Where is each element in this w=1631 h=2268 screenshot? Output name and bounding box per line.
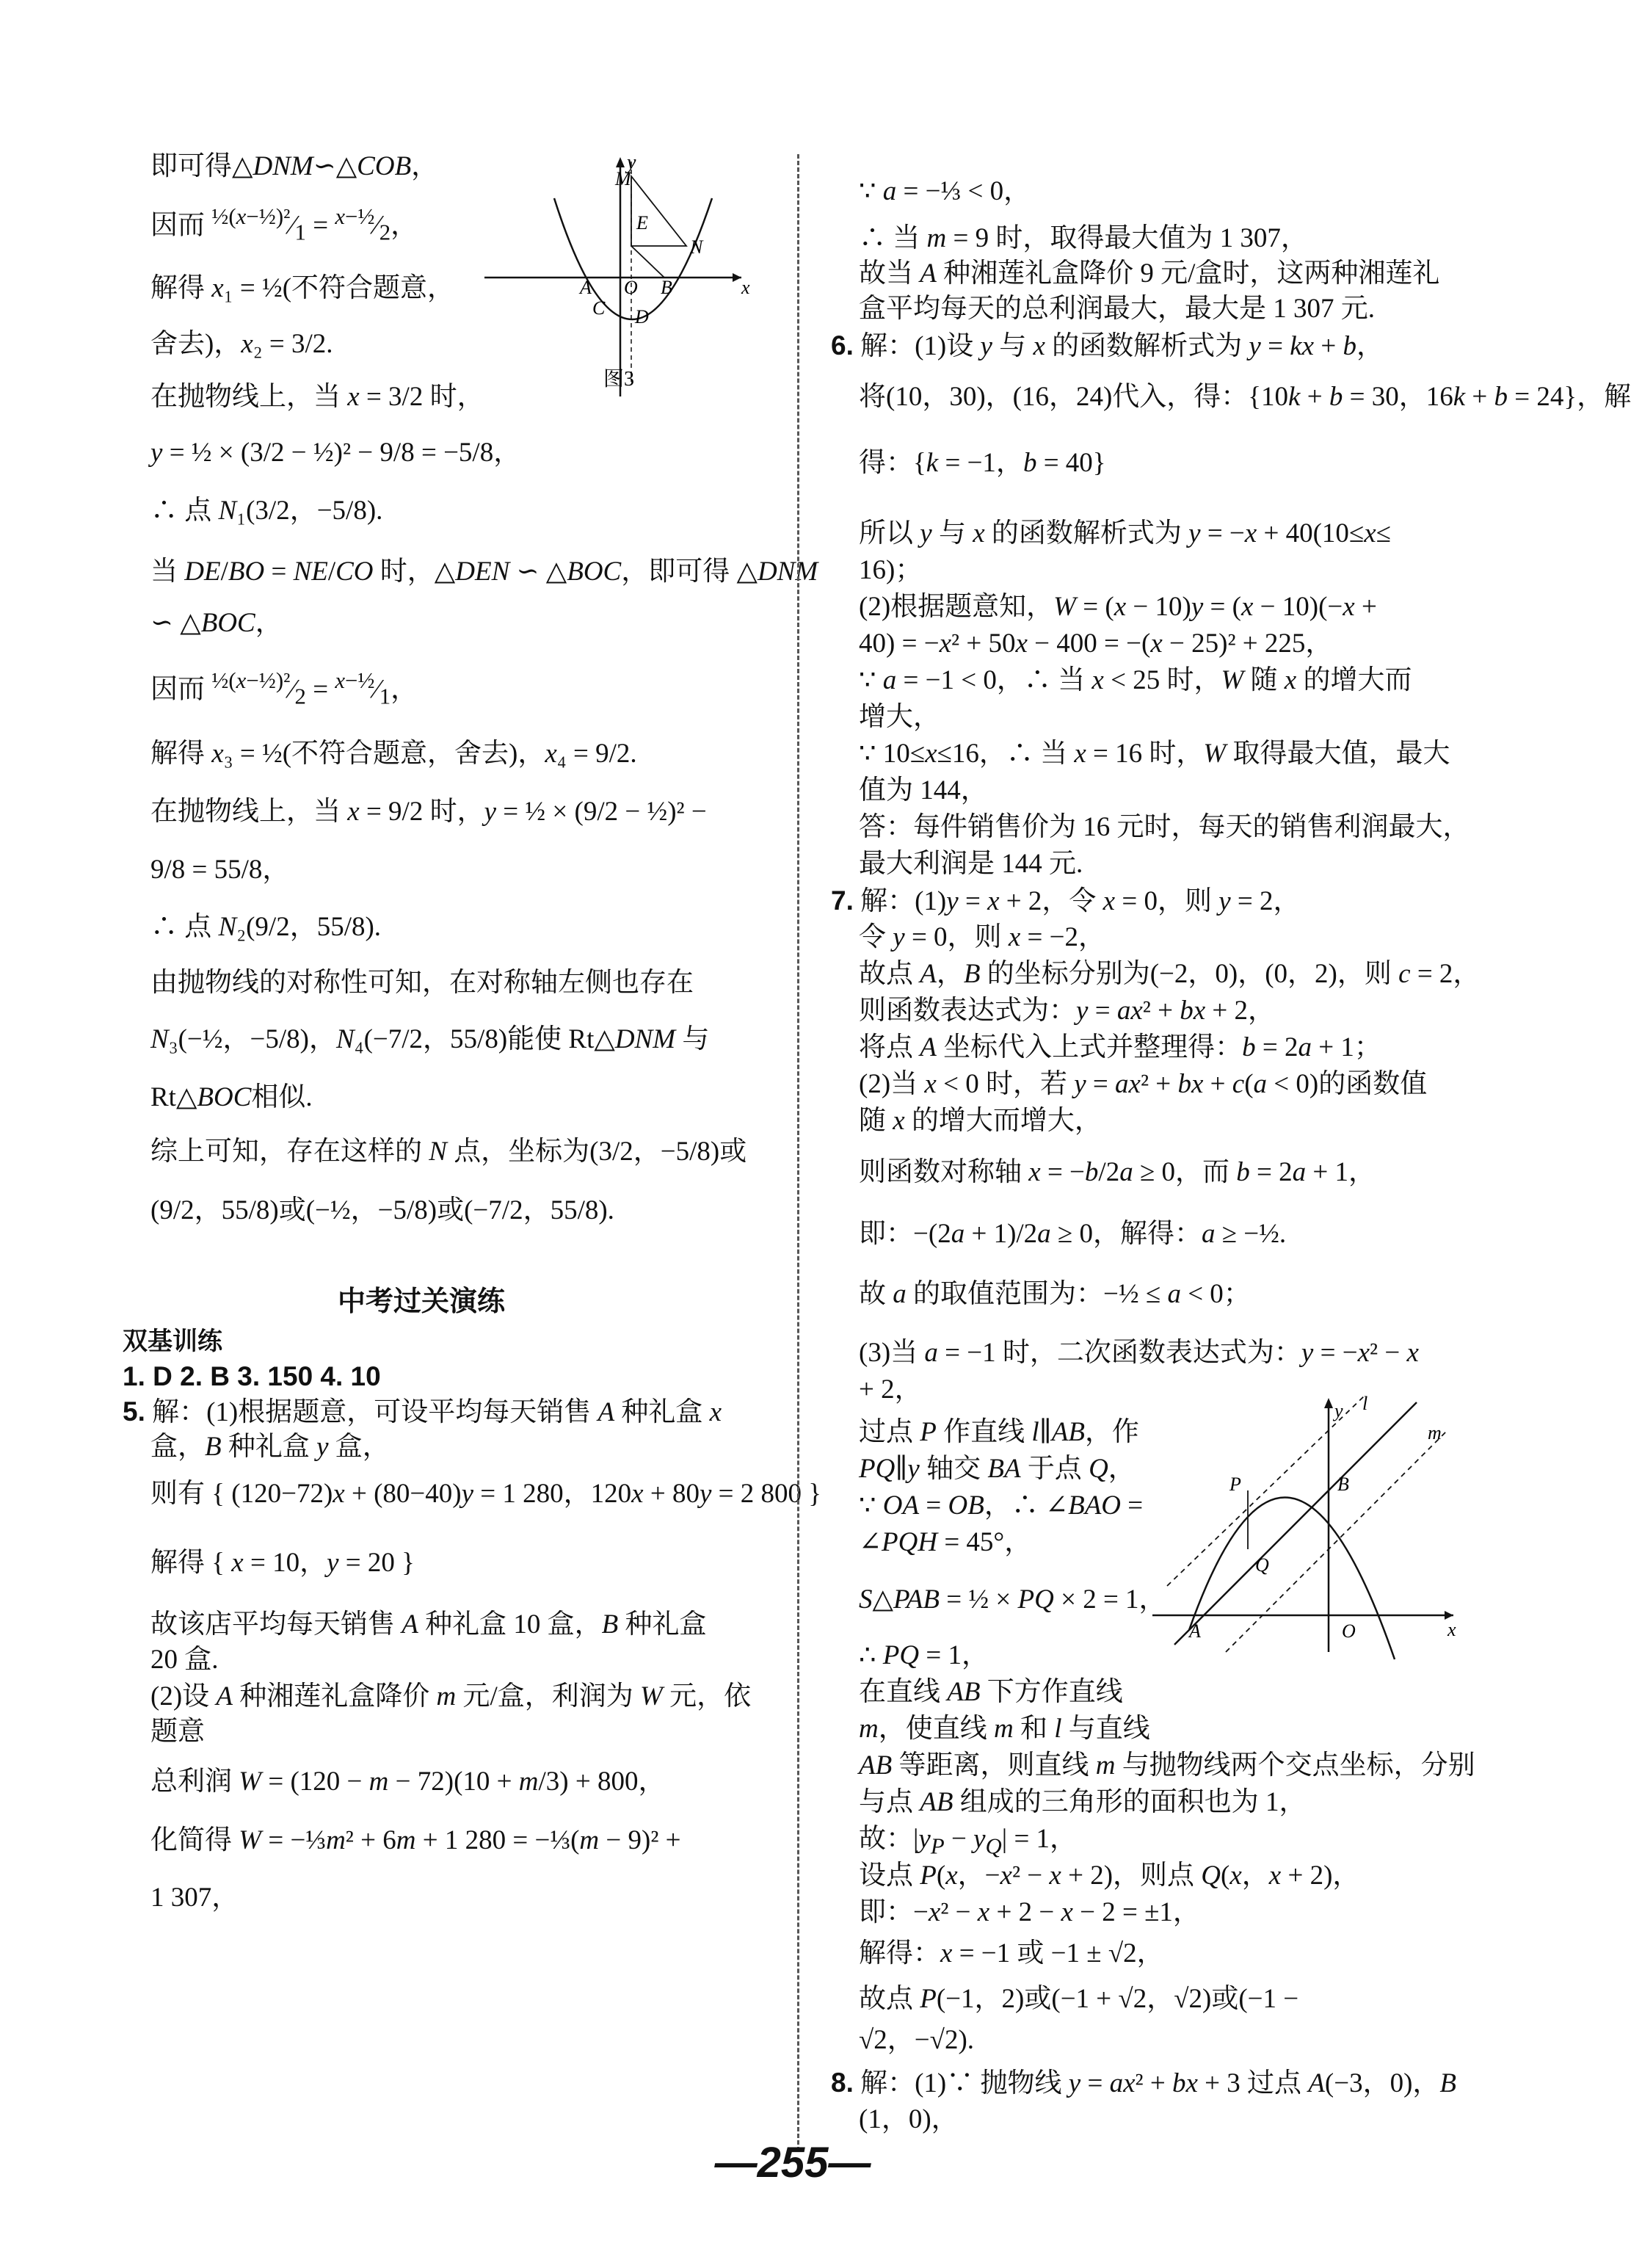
text-line: (3)当 a = −1 时，二次函数表达式为：y = −x² − x — [859, 1338, 1419, 1368]
label-l: l — [1362, 1393, 1368, 1414]
label-y: y — [1334, 1400, 1343, 1421]
triangle-MEN — [631, 176, 686, 246]
text-line: 令 y = 0，则 x = −2， — [859, 922, 1105, 952]
text-line: 40) = −x² + 50x − 400 = −(x − 25)² + 225， — [859, 628, 1333, 659]
figure-3-caption: 图3 — [603, 368, 635, 391]
text-line: 设点 P(x，−x² − x + 2)，则点 Q(x，x + 2)， — [859, 1861, 1360, 1891]
text-line: 将(10，30)，(16，24)代入，得：{10k + b = 30，16k + b = 24}，解 — [859, 382, 1631, 412]
text-line: 即可得△DNM∽△COB， — [150, 151, 439, 181]
label-C: C — [592, 297, 606, 319]
text-line: ∽ △BOC， — [150, 608, 283, 638]
y-axis-arrow — [1324, 1398, 1333, 1408]
text-line: 故 a 的取值范围为：−½ ≤ a < 0； — [859, 1279, 1251, 1309]
text-line: ∴ 点 N₂(9/2，55/8). — [150, 912, 382, 942]
text-line: 舍去)，x₂ = 3/2. — [150, 329, 333, 359]
text-line: 将点 A 坐标代入上式并整理得：b = 2a + 1； — [859, 1032, 1381, 1062]
parabola — [1189, 1498, 1395, 1660]
text-line: (2)当 x < 0 时，若 y = ax² + bx + c(a < 0)的函数值 — [859, 1069, 1428, 1099]
text-line: 故点 P(−1，2)或(−1 + √2，√2)或(−1 − — [859, 1984, 1299, 2014]
text-line: 得：{k = −1，b = 40} — [859, 448, 1106, 478]
text-line: 因而 $^{\frac{1}{2}(x-\frac{1}{2})^2}⁄_2$ = $^{x-\frac{1}{2}}⁄_1$， — [150, 668, 418, 709]
page-number: —255— — [714, 2139, 871, 2187]
text-line: 答：每件销售价为 16 元时，每天的销售利润最大， — [859, 812, 1470, 842]
text-line: 所以 y 与 x 的函数解析式为 y = −x + 40(10≤x≤ — [859, 518, 1391, 548]
text-line: 解得 x₁ = ½(不符合题意， — [150, 273, 455, 303]
text-line: 即：−(2a + 1)/2a ≥ 0，解得：a ≥ −½. — [859, 1219, 1287, 1249]
text-line: 在抛物线上，当 x = 3/2 时， — [150, 382, 484, 412]
text-line: 1 307， — [150, 1883, 239, 1913]
text-line: 9/8 = 55/8， — [150, 855, 290, 885]
text-line: 盒平均每天的总利润最大，最大是 1 307 元. — [859, 294, 1375, 324]
label-x: x — [741, 277, 750, 298]
figure-3 — [484, 147, 763, 419]
column-divider — [797, 154, 799, 2151]
text-line: 则函数对称轴 x = −b/2a ≥ 0，而 b = 2a + 1， — [859, 1157, 1376, 1187]
text-line: 在抛物线上，当 x = 9/2 时，y = ½ × (9/2 − ½)² − — [150, 797, 707, 827]
text-line: 即：−x² − x + 2 − x − 2 = ±1， — [859, 1897, 1200, 1927]
text-line: 解得 { x = 10，y = 20 } — [150, 1548, 415, 1578]
subsection-title: 双基训练 — [123, 1327, 222, 1355]
x-axis-arrow — [733, 273, 741, 282]
label-M: M — [615, 168, 631, 189]
section-title: 中考过关演练 — [338, 1286, 506, 1317]
text-line: 5. 解：(1)根据题意，可设平均每天销售 A 种礼盒 x — [123, 1396, 722, 1427]
text-line: ∵ 10≤x≤16，∴ 当 x = 16 时，W 取得最大值，最大 — [859, 739, 1450, 769]
label-D: D — [635, 306, 649, 327]
text-line: 盒，B 种礼盒 y 盒， — [150, 1432, 390, 1462]
text-line: y = ½ × (3/2 − ½)² − 9/8 = −5/8， — [150, 438, 521, 468]
text-line: S△PAB = ½ × PQ × 2 = 1， — [859, 1584, 1166, 1615]
line-m — [1226, 1432, 1446, 1652]
label-Q: Q — [1255, 1554, 1269, 1576]
text-line: ∵ OA = OB，∴ ∠BAO = — [859, 1490, 1144, 1521]
text-line: ∠PQH = 45°， — [859, 1527, 1032, 1557]
label-O: O — [1342, 1620, 1356, 1642]
figure-q7 — [1145, 1395, 1468, 1659]
text-line: (1，0)， — [859, 2104, 959, 2134]
answers-line: 1. D 2. B 3. 150 4. 10 — [123, 1361, 381, 1391]
text-line: + 2， — [859, 1374, 922, 1405]
text-line: 在直线 AB 下方作直线 — [859, 1677, 1123, 1707]
text-line: √2，−√2). — [859, 2025, 975, 2055]
text-line: ∵ a = −1 < 0，∴ 当 x < 25 时，W 随 x 的增大而 — [859, 665, 1412, 695]
label-B: B — [1337, 1474, 1349, 1495]
text-line: ∴ 当 m = 9 时，取得最大值为 1 307， — [859, 223, 1308, 253]
text-line: 增大， — [859, 702, 940, 732]
text-line: 当 DE/BO = NE/CO 时，△DEN ∽ △BOC，即可得 △DNM — [150, 557, 818, 587]
text-line: (2)设 A 种湘莲礼盒降价 m 元/盒，利润为 W 元，依 — [150, 1681, 752, 1711]
text-line: 最大利润是 144 元. — [859, 849, 1083, 879]
text-line: 故点 A，B 的坐标分别为(−2，0)，(0，2)，则 c = 2， — [859, 959, 1481, 989]
text-line: 题意 — [150, 1717, 205, 1747]
text-line: ∵ a = −⅓ < 0， — [859, 176, 1031, 206]
text-line: N₃(−½，−5/8)，N₄(−7/2，55/8)能使 Rt△DNM 与 — [150, 1024, 710, 1054]
label-N: N — [690, 236, 703, 258]
parabola — [554, 198, 712, 319]
label-B: B — [661, 277, 672, 298]
text-line: 则有 { (120−72)x + (80−40)y = 1 280，120x + 80y = 2 800 } — [150, 1479, 822, 1509]
label-P: P — [1229, 1474, 1241, 1495]
text-line: 解得：x = −1 或 −1 ± √2， — [859, 1938, 1164, 1968]
label-E: E — [636, 212, 648, 233]
text-line: 总利润 W = (120 − m − 72)(10 + m/3) + 800， — [150, 1767, 666, 1797]
segment-DN — [631, 246, 664, 278]
text-line: ∴ PQ = 1， — [859, 1640, 989, 1670]
text-line: 过点 P 作直线 l∥AB，作 — [859, 1417, 1139, 1447]
text-line: 值为 144， — [859, 775, 988, 805]
text-line: Rt△BOC相似. — [150, 1082, 313, 1112]
text-line: 8. 解：(1)∵ 抛物线 y = ax² + bx + 3 过点 A(−3，0)，B — [831, 2068, 1457, 2098]
y-axis-arrow — [616, 157, 625, 167]
text-line: 因而 $^{\frac{1}{2}(x-\frac{1}{2})^2}⁄_1$ = $^{x-\frac{1}{2}}⁄_2$， — [150, 204, 418, 245]
text-line: 由抛物线的对称性可知，在对称轴左侧也存在 — [150, 968, 694, 998]
text-line: (9/2，55/8)或(−½，−5/8)或(−7/2，55/8). — [150, 1195, 614, 1225]
label-x: x — [1447, 1619, 1456, 1640]
text-line: 故：$|y_P - y_Q| = 1$， — [859, 1824, 1078, 1859]
text-line: 化简得 W = −⅓m² + 6m + 1 280 = −⅓(m − 9)² + — [150, 1825, 681, 1855]
label-y: y — [627, 151, 636, 174]
line-AB — [1174, 1402, 1417, 1645]
text-line: 故该店平均每天销售 A 种礼盒 10 盒，B 种礼盒 — [150, 1609, 707, 1640]
text-line: ∴ 点 N₁(3/2，−5/8). — [150, 496, 383, 526]
text-line: 随 x 的增大而增大， — [859, 1106, 1102, 1136]
text-line: 20 盒. — [150, 1645, 219, 1675]
text-line: 16)； — [859, 555, 923, 585]
label-m: m — [1428, 1422, 1442, 1443]
text-line: 综上可知，存在这样的 N 点，坐标为(3/2，−5/8)或 — [150, 1137, 747, 1167]
text-line: 解得 x₃ = ½(不符合题意，舍去)，x₄ = 9/2. — [150, 739, 637, 769]
text-line: 则函数表达式为：y = ax² + bx + 2， — [859, 996, 1276, 1026]
label-O: O — [624, 277, 638, 298]
text-line: AB 等距离，则直线 m 与抛物线两个交点坐标，分别 — [859, 1750, 1475, 1780]
text-line: PQ∥y 轴交 BA 于点 Q， — [859, 1454, 1136, 1484]
text-line: m，使直线 m 和 l 与直线 — [859, 1714, 1150, 1744]
text-line: 故当 A 种湘莲礼盒降价 9 元/盒时，这两种湘莲礼 — [859, 258, 1440, 289]
text-line: 与点 AB 组成的三角形的面积也为 1， — [859, 1787, 1307, 1817]
text-line: 7. 解：(1)y = x + 2，令 x = 0，则 y = 2， — [831, 885, 1301, 916]
text-line: (2)根据题意知，W = (x − 10)y = (x − 10)(−x + — [859, 592, 1377, 622]
label-A: A — [580, 277, 592, 298]
text-line: 6. 解：(1)设 y 与 x 的函数解析式为 y = kx + b， — [831, 330, 1384, 361]
label-A: A — [1189, 1620, 1201, 1642]
